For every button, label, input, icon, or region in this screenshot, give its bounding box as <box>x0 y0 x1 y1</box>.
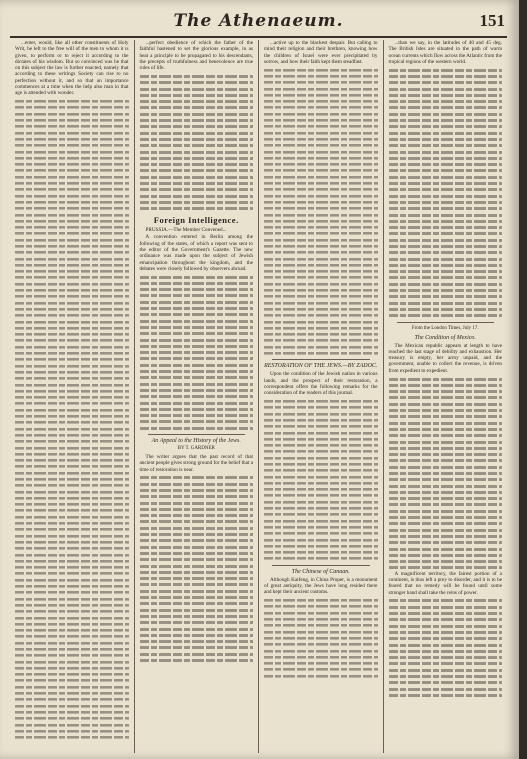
foreign-intelligence-subheading: PRUSSIA.—The Member Convened... <box>145 226 227 233</box>
chinese-jews-text: Although Kaifeng, in China Proper, is a monument of great antiquity, the Jews have long resided there and kept their ancient customs. <box>264 576 378 596</box>
page-header <box>10 8 507 38</box>
appeal-byline: BY T. GARDNER <box>177 446 215 452</box>
text-line <box>389 564 503 570</box>
foreign-intelligence-heading: Foreign Intelligence. <box>153 214 239 225</box>
column-3 <box>259 40 384 753</box>
text-line <box>264 673 378 679</box>
column-4-lead: ...than we say, in the latitudes of 40 and 45 deg. The British Isles are situated in the path of warm ocean currents which flow across the Atlantic from the tropical regions of the western world. <box>388 40 503 65</box>
columns <box>10 40 507 753</box>
divider <box>148 434 246 435</box>
column-1-lead: ...enter, would, like all other constituents of Holy Writ, be left to the free will of the men to whom it is given, to perform or to reject it according to the dictates of his wisdom. But so convinced was he that on this subject the law is further enacted, namely that according to these writings Society can rise to no perfection without it, and so that an importance commences at a time when the help also man in that age is attended with wonder. <box>15 40 129 97</box>
text-line <box>15 734 129 740</box>
text-line <box>264 350 378 356</box>
divider <box>397 322 495 323</box>
appeal-heading: An Appeal to the History of the Jews. <box>151 438 241 445</box>
page-number: 151 <box>479 11 505 30</box>
mexico-text: The Mexican republic appears at length to have reached the last stage of debility and exhaustion. Her treasury is empty, her army unpaid, and the government, unable to collect the revenue, is driven from expedient to expedient. <box>388 342 502 374</box>
appeal-text: The writer argues that the past record of that ancient people gives strong ground for the belief that a time of restoration is near. <box>139 454 253 473</box>
text-line <box>264 555 378 561</box>
column-3-lead: ...active up to the blackest despair. But calling to mind their religion and their brethren, knowing how the children of Israel were ever precipitated by sorrow, and how their faith kept them steadfast. <box>264 40 378 65</box>
text-line <box>140 657 254 663</box>
text-line <box>140 425 254 431</box>
column-2 <box>135 40 260 753</box>
restoration-text: Upon the condition of the Jewish nation in various lands, and the prospect of their restoration, a correspondent offers the following remarks for the consideration of the readers of this journal. <box>264 371 378 397</box>
mexico-closing-text: A magnificent territory, the fairest portion of a continent, is thus left a prey to disorder, and it is to be feared that no remedy will be found until some stronger hand shall take the reins of power. <box>388 570 502 596</box>
divider <box>272 565 370 566</box>
masthead-title: The Athenaeum. <box>173 11 344 31</box>
column-1 <box>10 40 135 753</box>
column-4 <box>384 40 508 753</box>
text-line <box>389 312 503 318</box>
foreign-intelligence-text: A convention entered in Berlin among the following of the states, of which a report was sent to the editor of the Government's Gazette. The new ordinance was made upon the subject of Jewish emancipation throughout the kingdom, and the debates were closely followed by observers abroad. <box>139 234 253 272</box>
chinese-jews-heading: The Chinese of Canaan. <box>291 568 350 575</box>
column-2-lead: ...perfect obedience of which the father of the faithful hastened to set the glorious example, in as heat a principle to be propagated to his descendants, the precepts of truthfulness and benevolence are true rules of life. <box>139 40 253 72</box>
mexico-heading: The Condition of Mexico. <box>414 334 476 341</box>
mexico-dateline: From the London Times, July 17. <box>411 325 479 331</box>
text-line <box>140 205 254 211</box>
restoration-heading: RESTORATION OF THE JEWS.—BY ZADOC. <box>264 363 378 370</box>
divider <box>272 359 370 360</box>
text-line <box>389 692 503 698</box>
